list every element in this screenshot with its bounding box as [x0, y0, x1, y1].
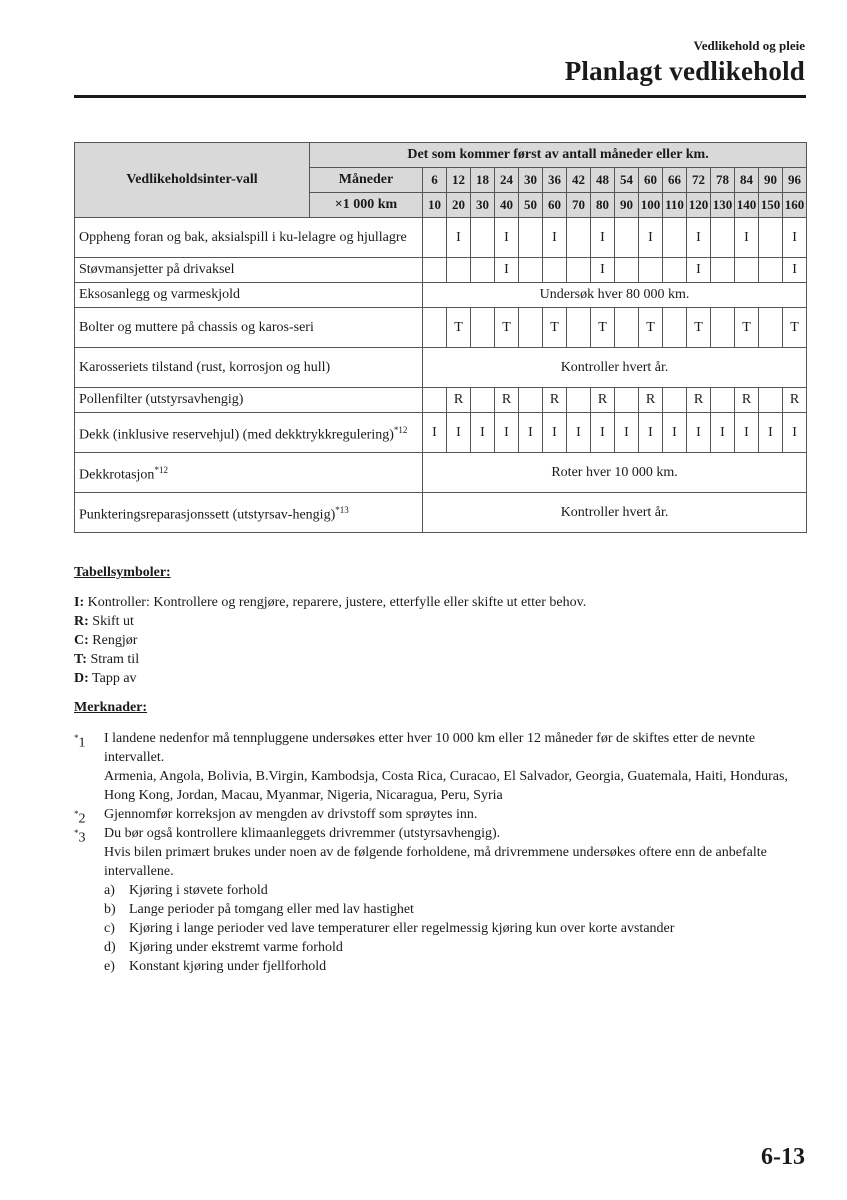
row-label: Karosseriets tilstand (rust, korrosjon og hull) — [75, 348, 423, 388]
km-header: 10 — [423, 193, 447, 218]
schedule-cell — [615, 308, 639, 348]
note-text: Armenia, Angola, Bolivia, B.Virgin, Kambodsja, Costa Rica, Curacao, El Salvador, Georgia, Guatemala, Haiti, Honduras, Hong Kong, Jordan, Macau, Myanmar, Nigeria, Nicaragua, Peru, Syria — [104, 769, 788, 803]
month-header: 84 — [735, 168, 759, 193]
schedule-cell: R — [639, 388, 663, 413]
row-label: Dekkrotasjon$^{*12}$ — [75, 453, 423, 493]
symbol-item — [74, 631, 586, 650]
symbol-text: Skift ut — [88, 614, 134, 629]
list-marker: c) — [104, 921, 115, 936]
schedule-cell — [567, 388, 591, 413]
schedule-cell: I — [759, 413, 783, 453]
schedule-cell: T — [687, 308, 711, 348]
schedule-cell — [759, 308, 783, 348]
note-text: Hvis bilen primært brukes under noen av de følgende forholdene, må drivremmene undersøkes oftere enn de anbefalte intervallene. — [104, 845, 767, 879]
month-header: 12 — [447, 168, 471, 193]
schedule-cell: I — [591, 218, 615, 258]
symbol-item — [74, 612, 586, 631]
km-header: 70 — [567, 193, 591, 218]
schedule-cell: I — [783, 258, 807, 283]
month-header: 60 — [639, 168, 663, 193]
table-row — [75, 413, 807, 453]
symbol-key: D: — [74, 671, 89, 686]
km-header: 150 — [759, 193, 783, 218]
schedule-cell — [759, 388, 783, 413]
table-row — [75, 388, 807, 413]
schedule-cell: I — [783, 413, 807, 453]
note-list-item — [104, 900, 806, 919]
month-header: 78 — [711, 168, 735, 193]
schedule-cell: T — [639, 308, 663, 348]
schedule-cell — [639, 258, 663, 283]
footnote-ref: *12 — [393, 424, 408, 435]
schedule-cell: R — [687, 388, 711, 413]
schedule-cell: R — [543, 388, 567, 413]
list-marker: a) — [104, 883, 115, 898]
schedule-cell — [519, 388, 543, 413]
schedule-cell — [663, 258, 687, 283]
schedule-cell — [615, 258, 639, 283]
schedule-cell — [543, 258, 567, 283]
list-text: Konstant kjøring under fjellforhold — [129, 959, 327, 974]
schedule-cell: I — [783, 218, 807, 258]
note-list-item — [104, 919, 806, 938]
symbols-list — [74, 593, 586, 688]
table-row — [75, 218, 807, 258]
schedule-cell — [663, 388, 687, 413]
month-header: 72 — [687, 168, 711, 193]
schedule-cell: I — [495, 218, 519, 258]
interval-note: Kontroller hvert år. — [423, 348, 807, 388]
schedule-cell: I — [471, 413, 495, 453]
schedule-cell — [447, 258, 471, 283]
schedule-cell: I — [735, 413, 759, 453]
interval-note: Kontroller hvert år. — [423, 493, 807, 533]
schedule-cell: T — [783, 308, 807, 348]
schedule-cell — [663, 218, 687, 258]
schedule-cell: T — [495, 308, 519, 348]
km-header: 40 — [495, 193, 519, 218]
note-3 — [74, 824, 806, 976]
symbol-key: T: — [74, 652, 87, 667]
schedule-cell: R — [591, 388, 615, 413]
schedule-cell — [423, 308, 447, 348]
month-header: 18 — [471, 168, 495, 193]
list-text: Lange perioder på tomgang eller med lav hastighet — [129, 902, 414, 917]
schedule-cell — [711, 308, 735, 348]
km-header: 60 — [543, 193, 567, 218]
schedule-cell: I — [639, 218, 663, 258]
schedule-cell: I — [567, 413, 591, 453]
months-label: Måneder — [310, 168, 423, 193]
schedule-cell: I — [615, 413, 639, 453]
note-marker: *3 — [74, 828, 86, 846]
table-header — [75, 143, 807, 218]
table-body — [75, 218, 807, 533]
km-header: 50 — [519, 193, 543, 218]
month-header: 36 — [543, 168, 567, 193]
symbol-item — [74, 669, 586, 688]
header-divider — [74, 95, 806, 98]
schedule-cell: I — [519, 413, 543, 453]
interval-group-header: Det som kommer først av antall måneder eller km. — [310, 143, 807, 168]
schedule-cell — [423, 388, 447, 413]
page-number: 6-13 — [761, 1144, 805, 1170]
month-header: 54 — [615, 168, 639, 193]
schedule-cell: T — [447, 308, 471, 348]
km-header: 80 — [591, 193, 615, 218]
list-text: Kjøring i støvete forhold — [129, 883, 268, 898]
schedule-cell: I — [495, 413, 519, 453]
list-marker: b) — [104, 902, 116, 917]
schedule-cell — [615, 218, 639, 258]
note-marker: *1 — [74, 733, 86, 751]
km-header: 90 — [615, 193, 639, 218]
schedule-cell: I — [591, 413, 615, 453]
km-header: 160 — [783, 193, 807, 218]
km-header: 140 — [735, 193, 759, 218]
table-row — [75, 308, 807, 348]
schedule-cell: T — [543, 308, 567, 348]
row-label: Pollenfilter (utstyrsavhengig) — [75, 388, 423, 413]
table-row — [75, 258, 807, 283]
symbols-heading: Tabellsymboler: — [74, 565, 171, 580]
row-label: Dekk (inklusive reservehjul) (med dekktrykkregulering)$^{*12}$ — [75, 413, 423, 453]
table-row — [75, 348, 807, 388]
table-row — [75, 453, 807, 493]
row-label: Støvmansjetter på drivaksel — [75, 258, 423, 283]
schedule-cell: I — [711, 413, 735, 453]
interval-note: Undersøk hver 80 000 km. — [423, 283, 807, 308]
symbol-key: R: — [74, 614, 89, 629]
note-text: Du bør også kontrollere klimaanleggets drivremmer (utstyrsavhengig). — [104, 826, 501, 841]
schedule-cell: I — [639, 413, 663, 453]
month-header: 66 — [663, 168, 687, 193]
note-text: Gjennomfør korreksjon av mengden av drivstoff som sprøytes inn. — [104, 807, 478, 822]
interval-header: Vedlikeholdsinter-vall — [75, 143, 310, 218]
month-header: 6 — [423, 168, 447, 193]
month-header: 90 — [759, 168, 783, 193]
symbol-text: Kontroller: Kontrollere og rengjøre, reparere, justere, etterfylle eller skifte ut etter behov. — [84, 595, 587, 610]
row-label: Bolter og muttere på chassis og karos-seri — [75, 308, 423, 348]
symbol-key: C: — [74, 633, 89, 648]
schedule-cell: I — [663, 413, 687, 453]
notes-list — [74, 729, 806, 976]
list-marker: e) — [104, 959, 115, 974]
month-header: 30 — [519, 168, 543, 193]
symbol-item — [74, 650, 586, 669]
schedule-cell — [711, 388, 735, 413]
schedule-cell — [519, 258, 543, 283]
schedule-cell: T — [735, 308, 759, 348]
notes-heading: Merknader: — [74, 700, 148, 715]
km-header: 110 — [663, 193, 687, 218]
schedule-cell — [615, 388, 639, 413]
schedule-cell: I — [543, 218, 567, 258]
month-header: 24 — [495, 168, 519, 193]
schedule-cell — [759, 218, 783, 258]
note-marker: *2 — [74, 809, 86, 827]
maintenance-schedule-table — [74, 142, 807, 533]
km-label: ×1 000 km — [310, 193, 423, 218]
note-text: I landene nedenfor må tennpluggene undersøkes etter hver 10 000 km eller 12 måneder før de skiftes etter de nevnte intervallet. — [104, 731, 756, 765]
schedule-cell — [471, 388, 495, 413]
km-header: 120 — [687, 193, 711, 218]
page-title: Planlagt vedlikehold — [564, 56, 805, 86]
schedule-cell — [663, 308, 687, 348]
schedule-cell: R — [735, 388, 759, 413]
note-2 — [74, 805, 806, 827]
note-1 — [74, 729, 806, 805]
schedule-cell — [471, 308, 495, 348]
schedule-cell: I — [447, 218, 471, 258]
km-header: 30 — [471, 193, 495, 218]
schedule-cell: I — [735, 218, 759, 258]
section-title: Vedlikehold og pleie — [693, 38, 805, 53]
schedule-cell: I — [591, 258, 615, 283]
schedule-cell: I — [687, 218, 711, 258]
note-list-item — [104, 881, 806, 900]
schedule-cell: I — [495, 258, 519, 283]
schedule-cell: I — [687, 258, 711, 283]
schedule-cell — [471, 218, 495, 258]
schedule-cell: I — [447, 413, 471, 453]
schedule-cell — [519, 218, 543, 258]
row-label: Eksosanlegg og varmeskjold — [75, 283, 423, 308]
schedule-cell — [735, 258, 759, 283]
schedule-cell — [423, 258, 447, 283]
schedule-cell — [567, 218, 591, 258]
schedule-cell — [567, 258, 591, 283]
footnote-ref: *13 — [335, 504, 349, 515]
symbol-text: Tapp av — [88, 671, 137, 686]
km-header: 130 — [711, 193, 735, 218]
schedule-cell — [759, 258, 783, 283]
note-list-item — [104, 957, 806, 976]
schedule-cell: R — [783, 388, 807, 413]
note-list-item — [104, 938, 806, 957]
month-header: 48 — [591, 168, 615, 193]
schedule-cell — [423, 218, 447, 258]
schedule-cell — [567, 308, 591, 348]
footnote-ref: *12 — [154, 464, 168, 475]
list-text: Kjøring under ekstremt varme forhold — [129, 940, 343, 955]
symbol-text: Stram til — [86, 652, 140, 667]
month-header: 96 — [783, 168, 807, 193]
list-text: Kjøring i lange perioder ved lave temperaturer eller regelmessig kjøring kun over korte avstander — [129, 921, 675, 936]
symbol-text: Rengjør — [88, 633, 138, 648]
table-row — [75, 493, 807, 533]
schedule-cell — [711, 218, 735, 258]
schedule-cell: T — [591, 308, 615, 348]
row-label: Oppheng foran og bak, aksialspill i ku-lelagre og hjullagre — [75, 218, 423, 258]
list-marker: d) — [104, 940, 116, 955]
symbol-item — [74, 593, 586, 612]
interval-note: Roter hver 10 000 km. — [423, 453, 807, 493]
schedule-cell — [519, 308, 543, 348]
row-label: Punkteringsreparasjonssett (utstyrsav-hengig)$^{*13}$ — [75, 493, 423, 533]
schedule-cell: I — [423, 413, 447, 453]
schedule-cell — [711, 258, 735, 283]
schedule-cell: R — [447, 388, 471, 413]
table-row — [75, 283, 807, 308]
schedule-cell: I — [687, 413, 711, 453]
km-header: 100 — [639, 193, 663, 218]
schedule-cell — [471, 258, 495, 283]
schedule-cell: R — [495, 388, 519, 413]
schedule-cell: I — [543, 413, 567, 453]
month-header: 42 — [567, 168, 591, 193]
symbol-key: I: — [74, 595, 85, 610]
km-header: 20 — [447, 193, 471, 218]
